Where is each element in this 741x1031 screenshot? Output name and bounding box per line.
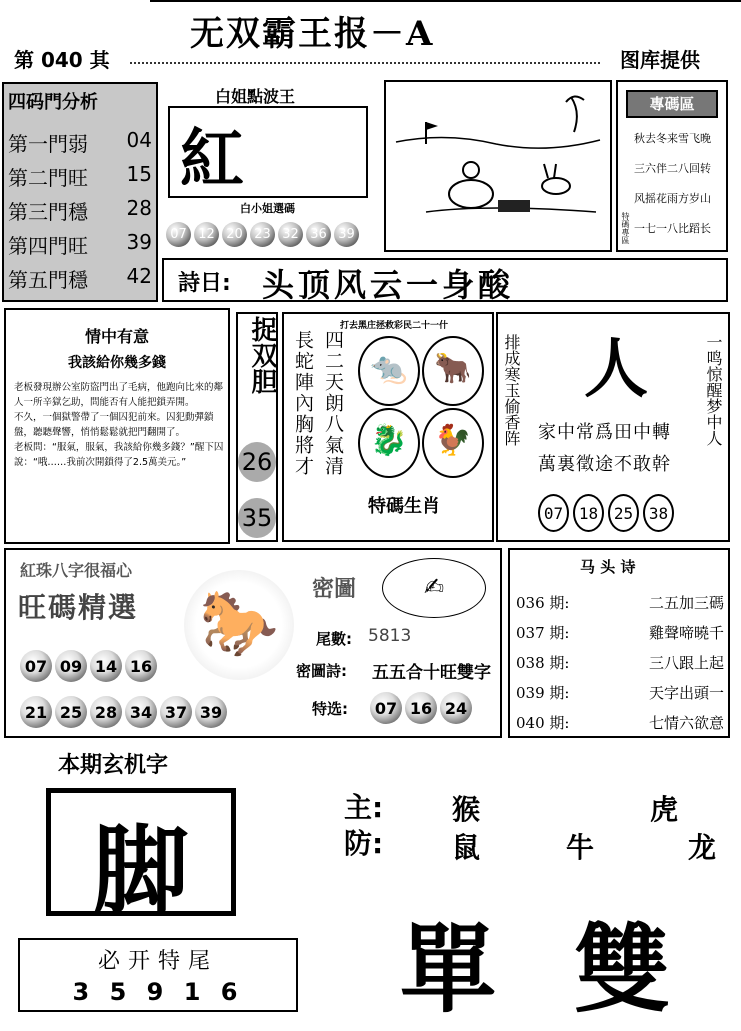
door-analysis-panel (2, 82, 158, 302)
number-ball: 07 (370, 692, 402, 724)
defend-zodiac: 牛 (566, 831, 595, 864)
header-dotted (130, 62, 600, 64)
story-panel (4, 308, 230, 544)
mystic-char: 脚 (93, 814, 189, 927)
wave-title: 白姐點波王 (215, 87, 296, 106)
door-row: 第三門穩 28 (8, 196, 152, 224)
hot-picks-row-1 (20, 650, 160, 682)
main-zodiac: 虎 (650, 793, 679, 826)
secret-poem-label: 密圖詩: (296, 662, 347, 680)
horse-poem-row: 037 期: 雞聲啼曉千 (516, 624, 724, 642)
zodiac-ox-icon: 🐂 (422, 336, 484, 406)
number-ball: 07 (166, 222, 191, 247)
door-list (8, 128, 152, 298)
person-big-char: 人 (584, 332, 648, 407)
issue-number: 第 040 其 (14, 48, 110, 72)
horse-poem-row: 040 期: 七情六欲意 (516, 714, 724, 732)
cartoon-illustration (384, 80, 612, 252)
page-title: 无双霸王报－A (190, 14, 435, 54)
number-ball: 25 (55, 696, 87, 728)
number-ball: 16 (405, 692, 437, 724)
catch-pair-label: 捉双胆 (247, 316, 277, 394)
special-code-panel (616, 80, 728, 252)
tail-label: 尾數: (316, 630, 352, 648)
number-ball: 39 (195, 696, 227, 728)
wave-balls (166, 222, 362, 247)
must-open-digits: 3 5 9 1 6 (72, 978, 244, 1006)
main-label: 主: (344, 791, 384, 824)
main-zodiac: 猴 (452, 793, 481, 826)
horse-poem-row: 036 期: 二五加三碼 (516, 594, 724, 612)
zodiac-verse-2: 長蛇陣內胸將才 (292, 330, 314, 477)
door-row: 第一門弱 04 (8, 128, 152, 156)
story-subtitle: 我該給你幾多錢 (68, 355, 166, 371)
person-right-verse: 一鸣惊醒梦中人 (704, 334, 723, 446)
number-ball: 18 (573, 494, 604, 532)
number-ball: 09 (55, 650, 87, 682)
story-body: 老板發現辦公室防盜門出了毛病，他跑向比來的鄰人一所辛獄乞助，問能否有人能把鎖弄開。 不久，一個獄警帶了一個囚犯前來。囚犯動彈鎖盤，聽聽聲響，悄悄鬆鬆就把門翻開了。 老板問：“服氣，服氣，我該給你幾多錢？”醒下囚說：“哦……我前次開鎖得了2.5萬美元。” (14, 382, 224, 468)
story-title: 情中有意 (84, 327, 149, 346)
person-line-1: 家中常爲田中轉 (538, 422, 671, 443)
single-char: 單 (400, 913, 496, 1026)
wave-sub: 白小姐選碼 (240, 202, 295, 215)
number-ball: 07 (538, 494, 569, 532)
defend-zodiac: 龙 (688, 831, 717, 864)
number-ball: 16 (125, 650, 157, 682)
zodiac-rat-icon: 🐀 (358, 336, 420, 406)
hot-picks-row-2 (20, 696, 230, 728)
number-ball: 07 (20, 650, 52, 682)
special-pick-label: 特选: (312, 700, 348, 718)
catch-pair-number: 35 (238, 498, 276, 538)
door-row: 第二門旺 15 (8, 162, 152, 190)
header-rule (150, 0, 741, 2)
number-ball: 39 (334, 222, 359, 247)
wave-color-box (168, 106, 368, 198)
number-ball: 25 (608, 494, 639, 532)
wave-color: 紅 (180, 122, 244, 197)
number-ball: 14 (90, 650, 122, 682)
horse-poem-title: 马 头 诗 (580, 558, 636, 576)
number-ball: 28 (90, 696, 122, 728)
door-analysis-title: 四码門分析 (8, 92, 98, 113)
person-panel (496, 312, 730, 542)
catch-pair-panel (236, 312, 278, 542)
special-code-title: 專碼區 (626, 90, 718, 118)
secret-poem-value: 五五合十旺雙字 (372, 663, 491, 683)
poem-bar (162, 258, 728, 302)
number-ball: 36 (306, 222, 331, 247)
must-open-label: 必开特尾 (97, 949, 218, 974)
horse-icon: 🐎 (184, 570, 294, 680)
hot-picks-panel (4, 548, 502, 738)
person-line-2: 萬裏徵途不敢幹 (538, 454, 671, 475)
hot-picks-slogan: 紅珠八字很福心 (20, 561, 133, 580)
tail-value: 5813 (368, 626, 412, 646)
secret-title: 密圖 (312, 577, 357, 602)
zodiac-verse-1: 四二天朗八氣清 (322, 330, 344, 477)
provider-label: 图库提供 (620, 48, 700, 72)
horse-poem-row: 039 期: 天字出頭一 (516, 684, 724, 702)
horse-poem-row: 038 期: 三八跟上起 (516, 654, 724, 672)
zodiac-banner: 打去黑庄拯救彩民二十一什 (340, 321, 449, 331)
number-ball: 37 (160, 696, 192, 728)
horse-poem-list (516, 588, 724, 738)
zodiac-footer: 特碼生肖 (368, 496, 440, 517)
catch-pair-number: 26 (238, 442, 276, 482)
special-pick-balls (370, 692, 475, 724)
poem-label: 詩日: (178, 271, 231, 296)
mystic-title: 本期玄机字 (58, 753, 169, 778)
number-ball: 12 (194, 222, 219, 247)
secret-signature-icon: ✍ (382, 558, 486, 618)
door-row: 第四門旺 39 (8, 230, 152, 258)
number-ball: 23 (250, 222, 275, 247)
number-ball: 20 (222, 222, 247, 247)
door-row: 第五門穩 42 (8, 264, 152, 292)
special-code-side: 特碼專區 (621, 212, 630, 244)
number-ball: 34 (125, 696, 157, 728)
zodiac-rooster-icon: 🐓 (422, 408, 484, 478)
person-left-verse: 排成寒玉偷香阵 (502, 334, 521, 446)
double-char: 雙 (574, 913, 670, 1026)
number-ball: 38 (643, 494, 674, 532)
defend-label: 防: (344, 827, 384, 860)
number-ball: 24 (440, 692, 472, 724)
horse-poem-panel (508, 548, 730, 738)
number-ball: 21 (20, 696, 52, 728)
special-code-lines: 秋去冬来雪飞晚 三六伴二八回转 风摇花雨方岁山 一七一八比蹈长 (634, 132, 711, 235)
person-balls (538, 494, 678, 532)
must-open-box (18, 938, 298, 1012)
defend-zodiac: 鼠 (452, 831, 481, 864)
zodiac-dragon-icon: 🐉 (358, 408, 420, 478)
poem-text: 头顶风云一身酸 (262, 266, 515, 304)
mystic-char-box (46, 788, 236, 927)
hot-picks-title: 旺碼精選 (18, 591, 139, 624)
zodiac-panel (282, 312, 494, 542)
fishing-scene-icon (386, 82, 610, 250)
number-ball: 32 (278, 222, 303, 247)
